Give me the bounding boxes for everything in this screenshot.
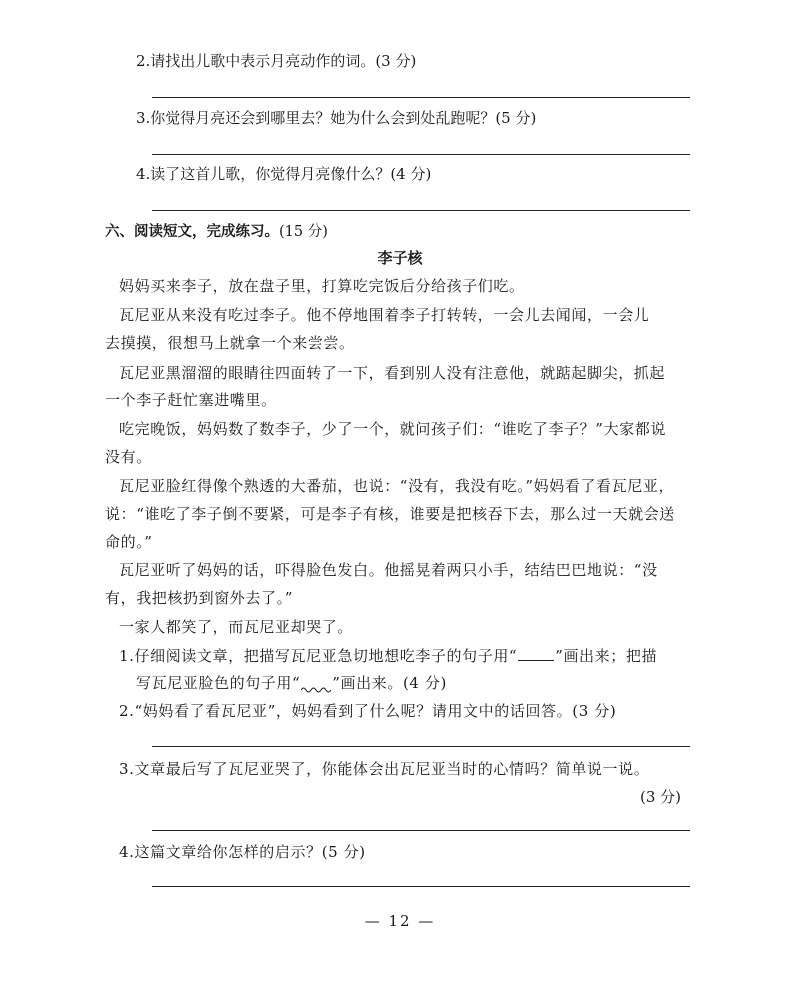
question-3: 3.文章最后写了瓦尼亚哭了，你能体会出瓦尼亚当时的心情吗？简单说一说。 xyxy=(119,760,650,778)
answer-line xyxy=(152,210,690,211)
question-1-text-c: 写瓦尼亚脸色的句子用“ xyxy=(136,674,301,692)
question-2-top: 2.请找出儿歌中表示月亮动作的词。(3 分) xyxy=(136,52,417,70)
passage-line: 瓦尼亚听了妈妈的话，吓得脸色发白。他摇晃着两只小手，结结巴巴地说：“没 xyxy=(119,561,658,579)
question-4-top: 4.读了这首儿歌，你觉得月亮像什么？(4 分) xyxy=(136,165,432,183)
question-1-text-d: ”画出来。(4 分) xyxy=(332,674,447,692)
passage-line: 妈妈买来李子，放在盘子里，打算吃完饭后分给孩子们吃。 xyxy=(119,277,525,295)
passage-line: 瓦尼亚黑溜溜的眼睛往四面转了一下，看到别人没有注意他，就踮起脚尖，抓起 xyxy=(119,364,666,382)
passage-line: 说：“谁吃了李子倒不要紧，可是李子有核，谁要是把核吞下去，那么过一天就会送 xyxy=(105,505,675,523)
section-6-points: (15 分) xyxy=(279,224,328,240)
passage-line: 瓦尼亚脸红得像个熟透的大番茄，也说：“没有，我没有吃。”妈妈看了看瓦尼亚， xyxy=(119,477,675,495)
section-6-heading-text: 六、阅读短文，完成练习。 xyxy=(105,224,279,240)
question-2: 2.“妈妈看了看瓦尼亚”，妈妈看到了什么呢？请用文中的话回答。(3 分) xyxy=(119,702,617,720)
answer-line xyxy=(152,154,690,155)
passage-title: 李子核 xyxy=(377,249,423,267)
passage-line: 去摸摸，很想马上就拿一个来尝尝。 xyxy=(105,334,355,352)
answer-line xyxy=(152,97,690,98)
passage-line: 命的。” xyxy=(105,533,153,551)
passage-line: 没有。 xyxy=(105,448,152,466)
answer-line xyxy=(152,830,690,831)
answer-line xyxy=(152,886,690,887)
answer-line xyxy=(152,746,690,747)
question-3-top: 3.你觉得月亮还会到哪里去？她为什么会到处乱跑呢？(5 分) xyxy=(136,109,537,127)
section-6-heading xyxy=(105,220,328,241)
question-1-text-a: 1.仔细阅读文章，把描写瓦尼亚急切地想吃李子的句子用“ xyxy=(119,647,518,665)
passage-line: 有，我把核扔到窗外去了。” xyxy=(105,589,293,607)
passage-line: 吃完晚饭，妈妈数了数李子，少了一个，就问孩子们：“谁吃了李子？”大家都说 xyxy=(119,420,666,438)
wavy-line-mark xyxy=(301,678,331,688)
page-number: — 12 — xyxy=(364,912,436,930)
passage-line: 瓦尼亚从来没有吃过李子。他不停地围着李子打转转，一会儿去闻闻，一会儿 xyxy=(119,306,650,324)
question-1 xyxy=(119,645,657,666)
passage-line: 一个李子赶忙塞进嘴里。 xyxy=(105,391,277,409)
question-4: 4.这篇文章给你怎样的启示？(5 分) xyxy=(119,843,366,861)
question-3-points: (3 分) xyxy=(640,788,682,806)
passage-line: 一家人都笑了，而瓦尼亚却哭了。 xyxy=(119,618,354,636)
question-1-text-b: ”画出来；把描 xyxy=(555,647,658,665)
question-1-cont xyxy=(136,672,447,693)
underline-mark xyxy=(518,650,554,661)
